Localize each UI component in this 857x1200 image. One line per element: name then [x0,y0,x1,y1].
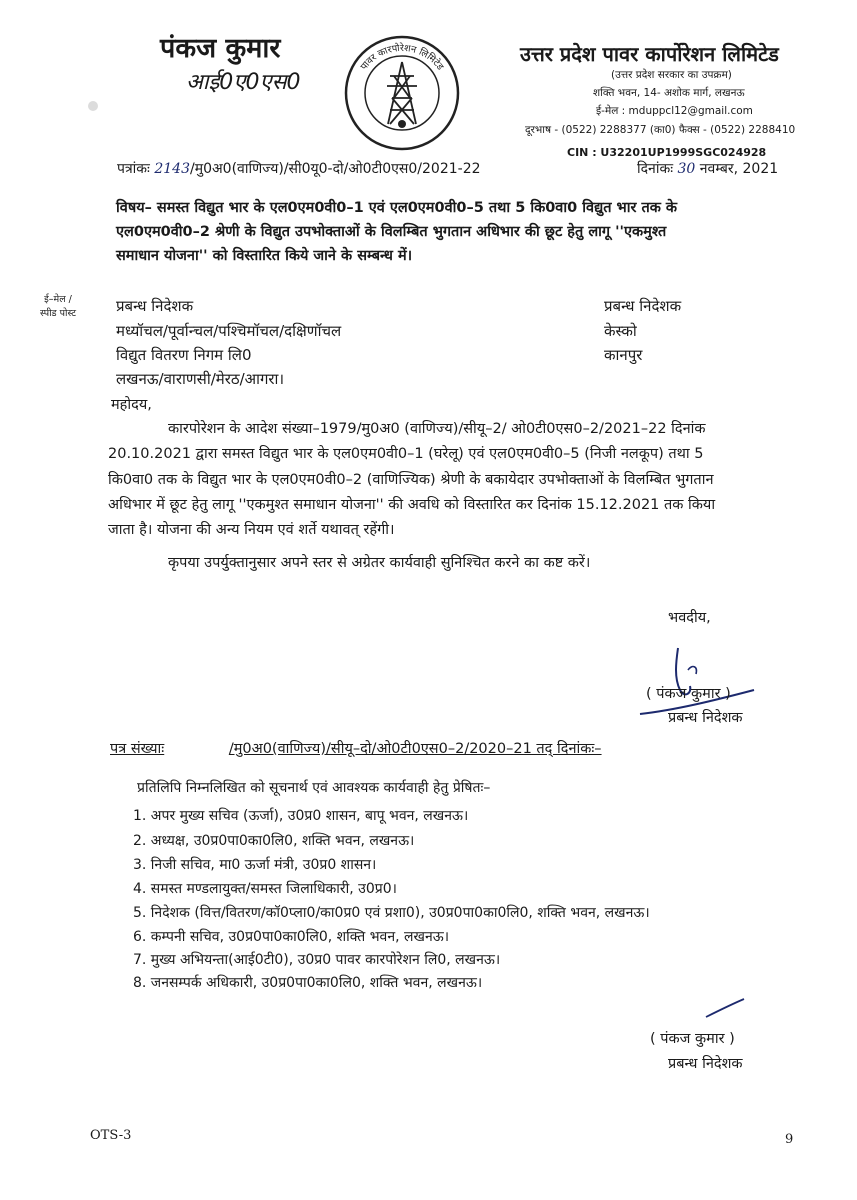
copy-recipient: 1. अपर मुख्य सचिव (ऊर्जा), उ0प्र0 शासन, बापू भवन, लखनऊ। [133,808,469,824]
letter-date [637,159,778,178]
addressee-left-line: लखनऊ/वाराणसी/मेरठ/आगरा। [116,370,285,388]
sender-name: पंकज कुमार [160,33,281,64]
body-line: जाता है। योजना की अन्य नियम एवं शर्ते यथावत् रहेंगी। [108,522,395,538]
punch-hole [88,101,98,111]
signatory-name: ( पंकज कुमार ) [646,686,731,702]
date-rest: नवम्बर, 2021 [699,161,779,177]
addressee-right-line: कानपुर [604,346,643,364]
addressee-left-line: विद्युत वितरण निगम लि0 [116,346,252,364]
copy-recipient: 3. निजी सचिव, मा0 ऊर्जा मंत्री, उ0प्र0 शासन। [133,857,377,873]
body-line: 20.10.2021 द्वारा समस्त विद्युत भार के एल0एम0वी0–1 (घरेलू) एवं एल0एम0वी0–5 (निजी नलकूप) तथा 5 [108,446,704,462]
org-status: (उत्तर प्रदेश सरकार का उपक्रम) [611,69,732,81]
dispatch-email: ई–मेल / [44,294,72,305]
addressee-left-line: प्रबन्ध निदेशक [116,297,194,315]
initial-mark [700,995,750,1025]
subject-line: समाधान योजना'' को विस्तारित किये जाने के सम्बन्ध में। [116,248,413,264]
copy-recipient: 5. निदेशक (वित्त/वितरण/कॉ0प्ला0/का0प्र0 एवं प्रशा0), उ0प्र0पा0का0लि0, शक्ति भवन, लखनऊ। [133,905,650,921]
addressee-left-line: मध्यॉचल/पूर्वान्चल/पश्चिमॉचल/दक्षिणॉचल [116,322,342,340]
copy-recipient: 8. जनसम्पर्क अधिकारी, उ0प्र0पा0का0लि0, शक्ति भवन, लखनऊ। [133,975,483,991]
body-request: कृपया उपर्युक्तानुसार अपने स्तर से अग्रेतर कार्यवाही सुनिश्चित करने का कष्ट करें। [168,555,591,571]
reference-rest: /मु0अ0(वाणिज्य)/सी0यू0-दो/ओ0टी0एस0/2021-22 [189,161,481,177]
copy-reference [110,738,602,758]
addressee-right-line: प्रबन्ध निदेशक [604,297,682,315]
copy-recipient: 6. कम्पनी सचिव, उ0प्र0पा0का0लि0, शक्ति भवन, लखनऊ। [133,929,450,945]
org-email: ई-मेल : mduppcl12@gmail.com [596,105,753,117]
subject-line: एल0एम0वी0–2 श्रेणी के विद्युत उपभोक्ताओं के विलम्बित भुगतान अधिभार की छूट हेतु लागू ''एकमुश्त [116,224,667,240]
footer-code: OTS-3 [90,1128,132,1143]
logo-text: पावर कारपोरेशन लिमिटेड [358,42,446,73]
org-cin: CIN : U32201UP1999SGC024928 [567,146,767,159]
copy-reference-number: /मु0अ0(वाणिज्य)/सीयू–दो/ओ0टी0एस0–2/2020–21 तद् दिनांकः– [228,741,602,757]
body-line: कि0वा0 तक के विद्युत भार के एल0एम0वी0–2 (वाणिज्यिक) श्रेणी के बकायेदार उपभोक्ताओं के विलम्बित भुगतान [108,472,714,488]
valediction: भवदीय, [668,610,711,626]
signatory-title: प्रबन्ध निदेशक [668,710,743,726]
dispatch-speed-post: स्पीड पोस्ट [40,308,76,319]
copy-signatory-title: प्रबन्ध निदेशक [668,1056,743,1072]
org-phone: दूरभाष - (0522) 2288377 (का0) फैक्स - (0522) 2288410 [525,124,796,136]
copy-recipient: 2. अध्यक्ष, उ0प्र0पा0का0लि0, शक्ति भवन, लखनऊ। [133,833,415,849]
sender-title: आई0ए0एस0 [186,70,301,95]
date-day: 30 [677,161,696,177]
company-logo [343,34,461,152]
date-label: दिनांकः [637,161,674,177]
salutation: महोदय, [111,397,152,413]
copy-signatory-name: ( पंकज कुमार ) [650,1031,735,1047]
org-name: उत्तर प्रदेश पावर कार्पोरेशन लिमिटेड [520,42,779,66]
subject-line: विषय– समस्त विद्युत भार के एल0एम0वी0–1 एवं एल0एम0वी0–5 तथा 5 कि0वा0 विद्युत भार तक के [116,200,678,216]
body-line: कारपोरेशन के आदेश संख्या–1979/मु0अ0 (वाणिज्य)/सीयू–2/ ओ0टी0एस0–2/2021–22 दिनांक [168,421,706,437]
copy-recipient: 7. मुख्य अभियन्ता(आई0टी0), उ0प्र0 पावर कारपोरेशन लि0, लखनऊ। [133,952,501,968]
letter-reference [117,159,481,178]
dispatch-mode [40,293,76,321]
org-address: शक्ति भवन, 14- अशोक मार्ग, लखनऊ [593,87,745,99]
page-number: 9 [785,1132,794,1147]
body-line: अधिभार में छूट हेतु लागू ''एकमुश्त समाधान योजना'' की अवधि को विस्तारित कर दिनांक 15.12.2021 तक किया [108,497,716,513]
copy-recipient: 4. समस्त मण्डलायुक्त/समस्त जिलाधिकारी, उ0प्र0। [133,881,397,897]
reference-number: 2143 [154,161,190,177]
copy-reference-label: पत्र संख्याः [110,741,165,757]
reference-label: पत्रांकः [117,161,150,177]
addressee-right-line: केस्को [604,322,637,340]
subject [116,196,816,268]
copy-intro: प्रतिलिपि निम्नलिखित को सूचनार्थ एवं आवश्यक कार्यवाही हेतु प्रेषितः– [137,780,491,796]
